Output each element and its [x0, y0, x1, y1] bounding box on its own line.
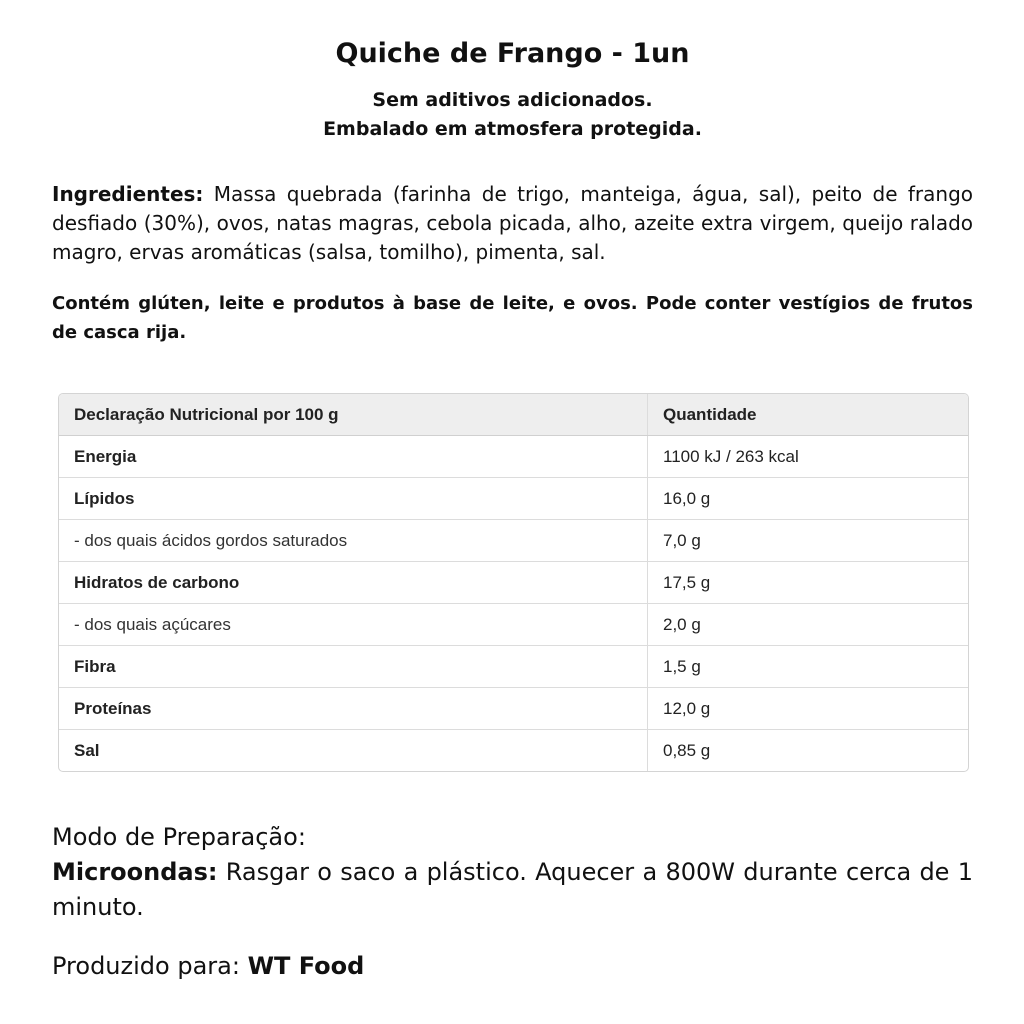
- nutrient-name: Lípidos: [59, 478, 648, 520]
- product-claims: [52, 86, 973, 144]
- producer-name: WT Food: [247, 952, 365, 980]
- table-row: [59, 604, 968, 646]
- nutrient-name: - dos quais ácidos gordos saturados: [59, 520, 648, 562]
- no-additives-claim: Sem aditivos adicionados.: [372, 89, 653, 111]
- nutrient-column-header: Declaração Nutricional por 100 g: [59, 394, 648, 436]
- nutrient-value: 16,0 g: [648, 478, 969, 520]
- nutrient-value: 1,5 g: [648, 646, 969, 688]
- microwave-label: Microondas:: [52, 858, 218, 886]
- nutrient-value: 7,0 g: [648, 520, 969, 562]
- table-row: [59, 730, 968, 772]
- nutrition-table: [58, 393, 969, 772]
- allergens-statement: Contém glúten, leite e produtos à base de leite, e ovos. Pode conter vestígios de frutos de casca rija.: [52, 293, 973, 343]
- preparation-instructions: [52, 855, 973, 925]
- nutrient-name: - dos quais açúcares: [59, 604, 648, 646]
- nutrient-value: 0,85 g: [663, 740, 711, 760]
- nutrient-name: Energia: [59, 436, 648, 478]
- nutrient-value: 17,5 g: [648, 562, 969, 604]
- nutrient-name: Proteínas: [59, 688, 648, 730]
- product-title: Quiche de Frango - 1un: [335, 38, 690, 69]
- table-row: [59, 562, 968, 604]
- ingredients-paragraph: [52, 180, 973, 267]
- nutrient-name: Sal: [59, 730, 648, 772]
- preparation-heading: Modo de Preparação:: [52, 823, 306, 851]
- producer-line: [52, 949, 973, 984]
- nutrient-value: 2,0 g: [648, 604, 969, 646]
- quantity-column-header: Quantidade: [648, 394, 969, 436]
- nutrition-header-row: [59, 394, 968, 436]
- table-row: [59, 478, 968, 520]
- packaging-claim: Embalado em atmosfera protegida.: [323, 118, 702, 140]
- product-label: [52, 0, 973, 984]
- ingredients-text: Massa quebrada (farinha de trigo, manteiga, água, sal), peito de frango desfiado (30%), ovos, natas magras, cebola picada, alho, azeite extra virgem, queijo ralado magro, ervas aromáticas (salsa, tomilho), pimenta, sal.: [52, 182, 973, 264]
- producer-label: Produzido para:: [52, 952, 248, 980]
- table-row: [59, 646, 968, 688]
- nutrient-name: Hidratos de carbono: [59, 562, 648, 604]
- nutrient-value: 12,0 g: [648, 688, 969, 730]
- nutrient-name: Fibra: [59, 646, 648, 688]
- nutrient-value: 1100 kJ / 263 kcal: [648, 436, 969, 478]
- table-row: [59, 520, 968, 562]
- microwave-instructions: Rasgar o saco a plástico. Aquecer a 800W durante cerca de 1 minuto.: [52, 858, 973, 921]
- table-row: [59, 688, 968, 730]
- ingredients-label: Ingredientes:: [52, 182, 204, 206]
- table-row: [59, 436, 968, 478]
